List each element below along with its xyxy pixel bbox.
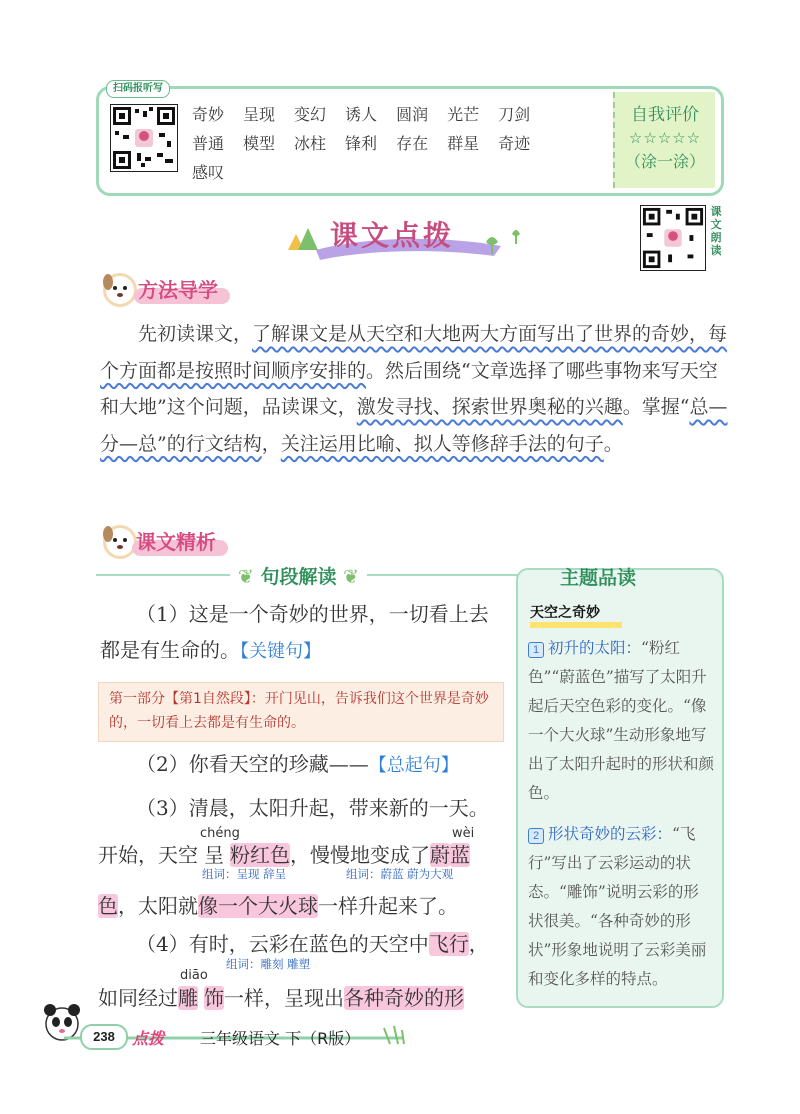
- highlighted-phrase: 色: [98, 894, 118, 918]
- leaf-icon: ❦: [238, 566, 261, 588]
- highlighted-phrase: 飞行: [428, 932, 469, 956]
- theme-item-1: [528, 634, 714, 808]
- vocab-word: 刀剑: [498, 105, 531, 124]
- text-paragraph-4-line2: [98, 980, 464, 1016]
- vocab-word: 奇迹: [498, 134, 531, 153]
- qr-reading-label: 课文朗读: [710, 206, 722, 257]
- part-summary-text: 第一部分【第1自然段】：开门见山，告诉我们这个世界是奇妙的，一切看上去都是有生命的。: [109, 691, 489, 731]
- vocab-word: 光芒: [447, 105, 480, 124]
- column-heading-right: 主题品读: [560, 567, 637, 589]
- vocab-word: 圆润: [396, 105, 429, 124]
- text-run: 。: [603, 432, 623, 455]
- word-group-note: 组词：蔚蓝 蔚为大观: [346, 867, 454, 881]
- vocab-word-list: [192, 100, 612, 187]
- text-run: （2）你看天空的珍藏——: [136, 752, 369, 776]
- underlined-text: 总—分—总”的行文结构: [100, 396, 728, 455]
- text-run: ，: [468, 932, 489, 956]
- underlined-text: 激发寻找、探索世界奥秘的兴趣: [356, 396, 623, 418]
- theme-title-highlight: [530, 622, 622, 628]
- leaf-icon: ❦: [336, 566, 360, 588]
- pinyin-annotation: chéng: [200, 826, 240, 841]
- vocab-word: 感叹: [192, 163, 225, 182]
- pinyin-annotation: wèi: [452, 826, 475, 841]
- section-heading-analysis: 课文精析: [136, 530, 216, 554]
- text-run: 。掌握“: [622, 396, 690, 418]
- qr-pattern-icon: [641, 206, 705, 270]
- new-character: 蔚: [430, 843, 450, 867]
- highlighted-phrase: 蓝: [450, 843, 470, 867]
- theme-title: 天空之奇妙: [530, 605, 600, 621]
- theme-item-key: 形状奇妙的云彩：: [548, 825, 673, 843]
- text-run: 如同经过: [98, 986, 178, 1010]
- self-evaluation-panel: [613, 92, 715, 188]
- vocab-word: 普通: [192, 134, 225, 153]
- text-paragraph-1: [100, 596, 506, 670]
- highlighted-phrase: 粉红色: [230, 843, 290, 867]
- text-run: ，慢慢地变成了: [290, 843, 430, 867]
- method-paragraph: [100, 316, 730, 462]
- theme-item-key: 初升的太阳：: [548, 639, 642, 657]
- vocab-word: 呈现: [243, 105, 276, 124]
- text-run: 。然后围绕“文章选择了哪些事物来写天空和大地”这个问题，品读课文，: [100, 359, 718, 418]
- text-paragraph-4-line1: [136, 926, 489, 962]
- vocab-word: 冰柱: [294, 134, 327, 153]
- vocab-word: 存在: [396, 134, 429, 153]
- self-eval-title: 自我评价: [631, 105, 699, 125]
- text-run: ，太阳就: [118, 894, 198, 918]
- text-paragraph-2: [136, 746, 459, 784]
- text-paragraph-3-line3: [98, 888, 458, 924]
- underlined-text: 了解课文是从天空和大地两大方面写出了世界的奇妙，每个方面都是按照时间顺序安排的: [100, 323, 728, 382]
- word-group-note: 组词：呈现 辞呈: [202, 867, 287, 881]
- vocab-word: 诱人: [345, 105, 378, 124]
- star-rating[interactable]: ☆☆☆☆☆: [628, 129, 702, 147]
- new-character: 呈: [204, 843, 224, 867]
- highlighted-phrase: 饰: [204, 986, 224, 1010]
- item-number-badge: 2: [528, 828, 544, 844]
- text-run: （4）有时，云彩在蓝色的天空中: [136, 932, 429, 956]
- highlighted-phrase: 像一个大火球: [198, 894, 318, 918]
- part-summary-note: [98, 682, 504, 742]
- column-heading-left: [230, 562, 367, 589]
- item-number-badge: 1: [528, 642, 544, 658]
- theme-item-text: “粉红色”“蔚蓝色”描写了太阳升起后天空色彩的变化。“像一个大火球”生动形象地写出了太阳升起时的形状和颜色。: [528, 639, 715, 802]
- new-character: 雕: [178, 986, 198, 1010]
- text-run: 一样升起来了。: [318, 894, 458, 918]
- vocab-word: 奇妙: [192, 105, 225, 124]
- theme-item-text: “飞行”写出了云彩运动的状态。“雕饰”说明云彩的形状很美。“各种奇妙的形状”形象地说明了云彩美丽和变化多样的特点。: [528, 825, 707, 988]
- qr-code-dictation[interactable]: [110, 104, 178, 172]
- theme-item-2: [528, 820, 714, 994]
- underlined-text: 关注运用比喻、拟人等修辞手法的句子: [280, 432, 604, 455]
- self-eval-instruction: （涂一涂）: [624, 152, 705, 171]
- word-group-note: 组词：雕刻 雕塑: [226, 957, 311, 971]
- text-run: 一样，呈现出: [224, 986, 344, 1010]
- text-run: 开始，天空: [98, 843, 198, 867]
- page-title: 课文点拨: [330, 219, 455, 252]
- text-run: 先初读课文，: [138, 323, 253, 345]
- section-heading-method: 方法导学: [138, 278, 218, 302]
- book-info: 三年级语文 下（R版）: [200, 1029, 361, 1048]
- text-run: ，: [261, 432, 281, 455]
- vocab-word: 锋利: [345, 134, 378, 153]
- scan-dictation-tag[interactable]: 扫码报听写: [106, 80, 170, 98]
- text-run: （1）这是一个奇妙的世界，一切看上去都是有生命的。: [100, 602, 489, 662]
- qr-pattern-icon: [111, 105, 177, 171]
- page-number: 238: [80, 1024, 128, 1050]
- pinyin-annotation: diāo: [180, 968, 208, 983]
- topic-sentence-tag: 【总起句】: [368, 755, 459, 776]
- vocab-word: 变幻: [294, 105, 327, 124]
- vocab-word: 模型: [243, 134, 276, 153]
- text-paragraph-3-line1: （3）清晨，太阳升起，带来新的一天。: [136, 796, 489, 820]
- column-heading-text: 句段解读: [260, 566, 337, 588]
- brand-logo: 点拨: [132, 1029, 165, 1048]
- qr-code-reading[interactable]: [640, 205, 706, 271]
- highlighted-phrase: 各种奇妙的形: [344, 986, 464, 1010]
- key-sentence-tag: 【关键句】: [240, 641, 321, 662]
- vocab-word: 群星: [447, 134, 480, 153]
